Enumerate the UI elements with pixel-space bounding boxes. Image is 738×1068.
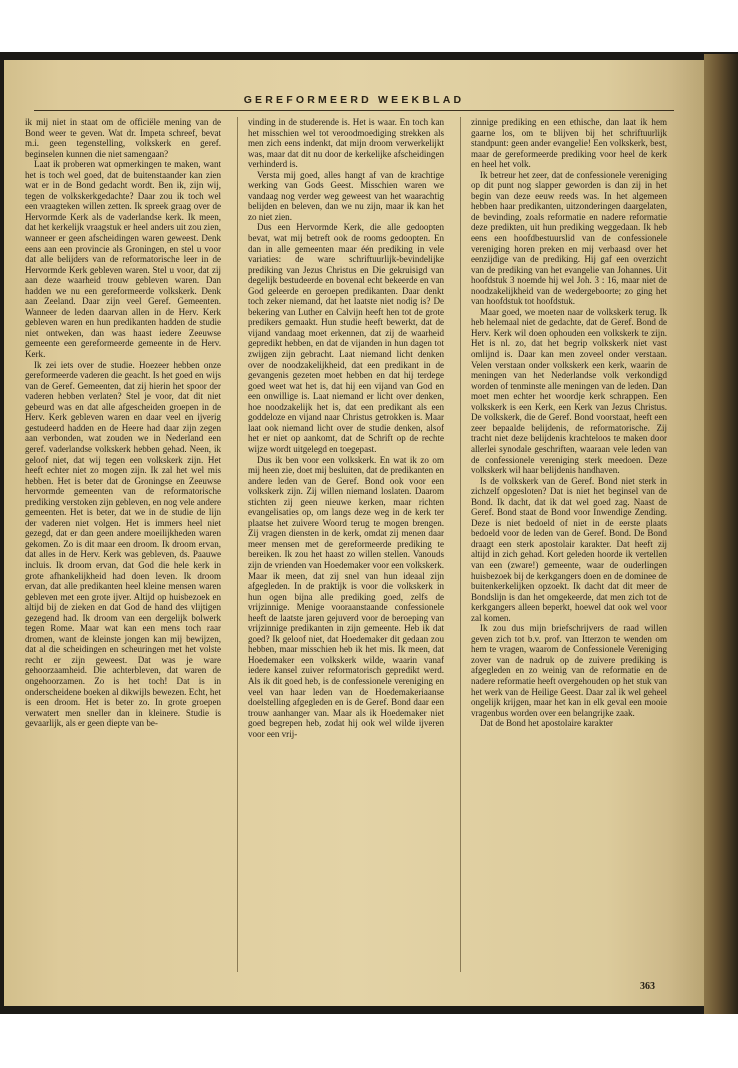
header-rule: [34, 110, 674, 111]
text-column-1: [25, 117, 221, 729]
page-number: 363: [640, 981, 655, 992]
paragraph: Ik betreur het zeer, dat de confessionele vereniging op dit punt nog slapper geworden is dan zij in het begin van deze eeuw reeds was. In het algemeen hebben haar predikanten, uitzonderingen daargelaten, de bevinding, zoals reformatie en nadere reformatie deze predikten, uit hun prediking weggedaan. Ik heb eens een hoofdbestuurslid van de confessionele vereniging horen preken en mij verbaasd over het eenzijdige van de prediking. Hij gaf een overzicht van de prediking van het evangelie van Johannes. Uit hoofdstuk 3 noemde hij wel Joh. 3 : 16, maar niet de noodzakelijkheid van de wedergeboorte; zo ging het van hoofdstuk tot hoofdstuk.: [471, 169, 667, 307]
column-divider: [460, 117, 461, 972]
paragraph: Dus een Hervormde Kerk, die alle gedoopten bevat, wat mij betreft ook de rooms gedoopten. En dan in alle gemeenten maar één prediking in vele variaties: de ware schriftuurlijk-bevindelijke prediking van Jezus Christus en Die gekruisigd van degelijk bestudeerde en bovenal echt bekeerde en van God geleerde en geroepen predikanten. Daar denkt toch zeker niemand, dat het laatste niet nodig is? De bekering van Luther en Calvijn heeft hen tot de grote predikers gemaakt. Hun studie heeft bewerkt, dat de vijand vandaag moet erkennen, dat zij de waarheid gepredikt hebben, en dat de vijanden in hun dagen tot zwijgen zijn gebracht. Laat niemand licht denken over de noodzakelijkheid, dat een predikant in de gevangenis gezeten moet hebben en dat hij terdege goed weet wat het is, dat hij een vijand van God en een onwillige is. Laat niemand er licht over denken, hoe noodzakelijk het is, dat een predikant als een goddeloze en vijand naar Christus getrokken is. Maar laat ook niemand licht over de studie denken, alsof het er niet op aankomt, dat de Schrift op de rechte wijze wordt uitgelegd en toegepast.: [248, 222, 444, 454]
paragraph: Laat ik proberen wat opmerkingen te maken, want het is toch wel goed, dat de buitenstaander kan zien wat er in de Bond gedacht wordt. Ben ik, zijn wij, tegen de volkskerkgedachte? Daar zou ik toch wel een vraagteken willen zetten. Ik spreek graag over de Hervormde Kerk als de vaderlandse kerk. Ik meen, dat het kerkelijk vraagstuk er heel anders uit zou zien, wanneer er geen afscheidingen waren geweest. Denk eens aan een provincie als Groningen, en stel u voor dat alle belijders van de reformatorische leer in de Hervormde Kerk gebleven waren. Stel u voor, dat zij aan deze waarheid trouw gebleven waren. Dan hadden we nu een gereformeerde volkskerk. Denk aan Zeeland. Daar zijn veel Geref. Gemeenten. Wanneer de leden daarvan allen in de Herv. Kerk gebleven waren en hun predikanten hadden de studie niet ontweken, dan was haast iedere Zeeuwse gemeente een gereformeerde gemeente in de Herv. Kerk.: [25, 159, 221, 360]
column-divider: [237, 117, 238, 972]
text-column-3: [471, 117, 667, 729]
text-column-2: [248, 117, 444, 739]
magazine-page: [4, 60, 704, 1006]
paragraph: zinnige prediking en een ethische, dan laat ik hem gaarne los, om te blijven bij het schriftuurlijk standpunt: geen ander evangelie! Een volkskerk, best, maar de gereformeerde prediking voor heel de kerk en heel het volk.: [471, 117, 667, 170]
running-header: GEREFORMEERD WEEKBLAD: [243, 94, 465, 106]
paragraph: Ik zei iets over de studie. Hoezeer hebben onze gereformeerde vaderen die geacht. Is het goed en wijs van de Geref. Gemeenten, dat zij hierin het spoor der vaderen hebben verlaten? Stel je voor, dat dit niet gebeurd was en dat alle afgescheiden groepen in de Herv. Kerk gebleven waren en daar veel en ijverig gestudeerd hadden en de Heere had daar zijn zegen aan verbonden, wat zouden we in Nederland een geref. vaderlandse volkskerk hebben gehad. Neen, ik geloof niet, dat wij tegen een volkskerk zijn. Het heeft echter niet zo mogen zijn. Ik zal het wel mis hebben. Het is beter dat de Groningse en Zeeuwse hervormde gemeenten van de reformatorische prediking verstoken zijn gebleven, en nog vele andere gemeenten. Het is beter, dat we in de studie de lijn der vaderen niet volgen. Het is immers heel niet gezegd, dat er dan geen andere moeilijkheden waren gekomen. Zo is dit maar een droom. Ik droom ervan, dat alles in de Herv. Kerk was gebleven, ds. Paauwe incluis. Ik droom ervan, dat God die hele kerk in grote afhankelijkheid had doen leven. Ik droom ervan, dat alle predikanten heel kleine mensen waren gebleven met een grote ijver. Altijd op huisbezoek en altijd bij de zieken en dat God de hand des vlijtigen gezegend had. Ik droom van een dergelijk bolwerk tegen Rome. Maar wat kan een mens toch raar dromen, want de kleinste jongen kan mij bewijzen, dat al die scheidingen en scheuringen met het volste recht er zijn geweest. Dat was je ware gehoorzaamheid. Die achterbleven, dat waren de ongehoorzamen. Zo is het toch! Dat is in onderscheidene boeken al dikwijls bewezen. Echt, het is een droom. Het is beter zo. In grote groepen verwatert men sneller dan in kleinere. Studie is gevaarlijk, als er geen diepte van be-: [25, 359, 221, 729]
paragraph: Versta mij goed, alles hangt af van de krachtige werking van Gods Geest. Misschien waren we vandaag nog verder weg geweest van het waarachtig belijden en beleven, dan we nu zijn, maar ik kan het zo niet zien.: [248, 169, 444, 222]
paragraph: vinding in de studerende is. Het is waar. En toch kan het misschien wel tot veroodmoediging strekken als men zich eens indenkt, dat mijn droom verwerkelijkt was, maar dat dit nu door de kerkelijke afscheidingen verhinderd is.: [248, 117, 444, 170]
paragraph: Dat de Bond het apostolaire karakter: [480, 718, 613, 729]
paragraph: Ik zou dus mijn briefschrijvers de raad willen geven zich tot b.v. prof. van Itterzon te wenden om hem te vragen, waarom de Confessionele Vereniging zover van de nadruk op de zuivere prediking is afgegleden en zo weinig van de reformatie en de nadere reformatie heeft overgehouden op het stuk van het werk van de Heilige Geest. Daar zal ik wel geheel ongelijk krijgen, maar het kan in elk geval een mooie vragenbus worden over een belangrijke zaak.: [471, 623, 667, 718]
paragraph: Is de volkskerk van de Geref. Bond niet sterk in zichzelf opgesloten? Dat is niet het beginsel van de Bond. Ik dacht, dat ik dat wel goed zag. Naast de Geref. Bond staat de Bond voor Inwendige Zending. Deze is niet bedoeld of niet in de eerste plaats bedoeld voor de leden van de Geref. Bond. De Bond draagt een sterk apostolair karakter. Dat heeft zij altijd in zich gehad. Kort geleden hoorde ik vertellen van een (zware!) gemeente, waar de ouderlingen huisbezoek bij de kerkgangers doen en de dominee de buitenkerkelijken opzoekt. Ik dacht dat dit meer de Bondslijn is dan het omgekeerde, dat men zich tot de kerkgangers alleen beperkt, hoewel dat ook wel voor zal komen.: [471, 475, 667, 623]
binding-edge: [704, 54, 738, 1014]
paragraph: Dus ik ben voor een volkskerk. En wat ik zo om mij heen zie, doet mij besluiten, dat de predikanten en andere leden van de Geref. Bond ook voor een volkskerk zijn. Zij willen niemand loslaten. Daarom stichten zij geen nieuwe kerken, maar richten evangelisaties op, om langs deze weg in de kerk ter plaatse het zuivere Woord terug te mogen brengen. Zij vragen diensten in de kerk, omdat zij menen daar meer mensen met de gereformeerde prediking te bereiken. Ik zou het haast zo willen stellen. Vanouds zijn de vrienden van Hoedemaker voor een volkskerk. Maar ik meen, dat zij snel van hun ideaal zijn afgegleden. In de praktijk is voor die volkskerk in hun ogen bijna alle prediking goed, zelfs de vrijzinnige. Menige vooraanstaande confessionele heeft de laatste jaren gejuverd voor de beroeping van vrijzinnige predikanten in zijn gemeente. Heb ik dat goed? Ik geloof niet, dat Hoedemaker dit gedaan zou hebben, maar misschien heb ik het mis. Ik meen, dat Hoedemaker een volkskerk wilde, waarin vanaf iedere kansel zuiver reformatorisch gepredikt werd. Als ik dit goed heb, is de confessionele vereniging en veel van haar leden van de Hoedemakeriaanse doelstelling afgegleden en is de Geref. Bond daar een trouw aanhanger van. Maar als ik Hoedemaker niet goed begrepen heb, zodat hij ook wel wilde ijveren voor een vrij-: [248, 454, 444, 739]
paragraph: Maar goed, we moeten naar de volkskerk terug. Ik heb helemaal niet de gedachte, dat de Geref. Bond de Herv. Kerk wil doen ophouden een volkskerk te zijn. Het is nl. zo, dat het begrip volkskerk niet vast omlijnd is. Daar kan men zoveel onder verstaan. Velen verstaan onder volkskerk een kerk, waarin de meningen van het Nederlandse volk verkondigd worden of tenminste alle meningen van de leden. Dan moet men echter het woordje kerk schrappen. Een volkskerk is een Kerk, een Kerk van Jezus Christus. De volkskerk, die de Geref. Bond voorstaat, heeft een zeer bepaalde belijdenis, de reformatorische. Zij tracht niet deze belijdenis krachteloos te maken door allerlei synodale geschriften, waaraan vele leden van de confessionele vereniging sterk meedoen. Deze volkskerk wil haar belijdenis handhaven.: [471, 306, 667, 476]
paragraph: ik mij niet in staat om de officiële mening van de Bond weer te geven. Wat dr. Impeta schreef, bevat m.i. geen tegenstelling, volkskerk en geref. beginselen kunnen die niet samengaan?: [25, 117, 221, 159]
